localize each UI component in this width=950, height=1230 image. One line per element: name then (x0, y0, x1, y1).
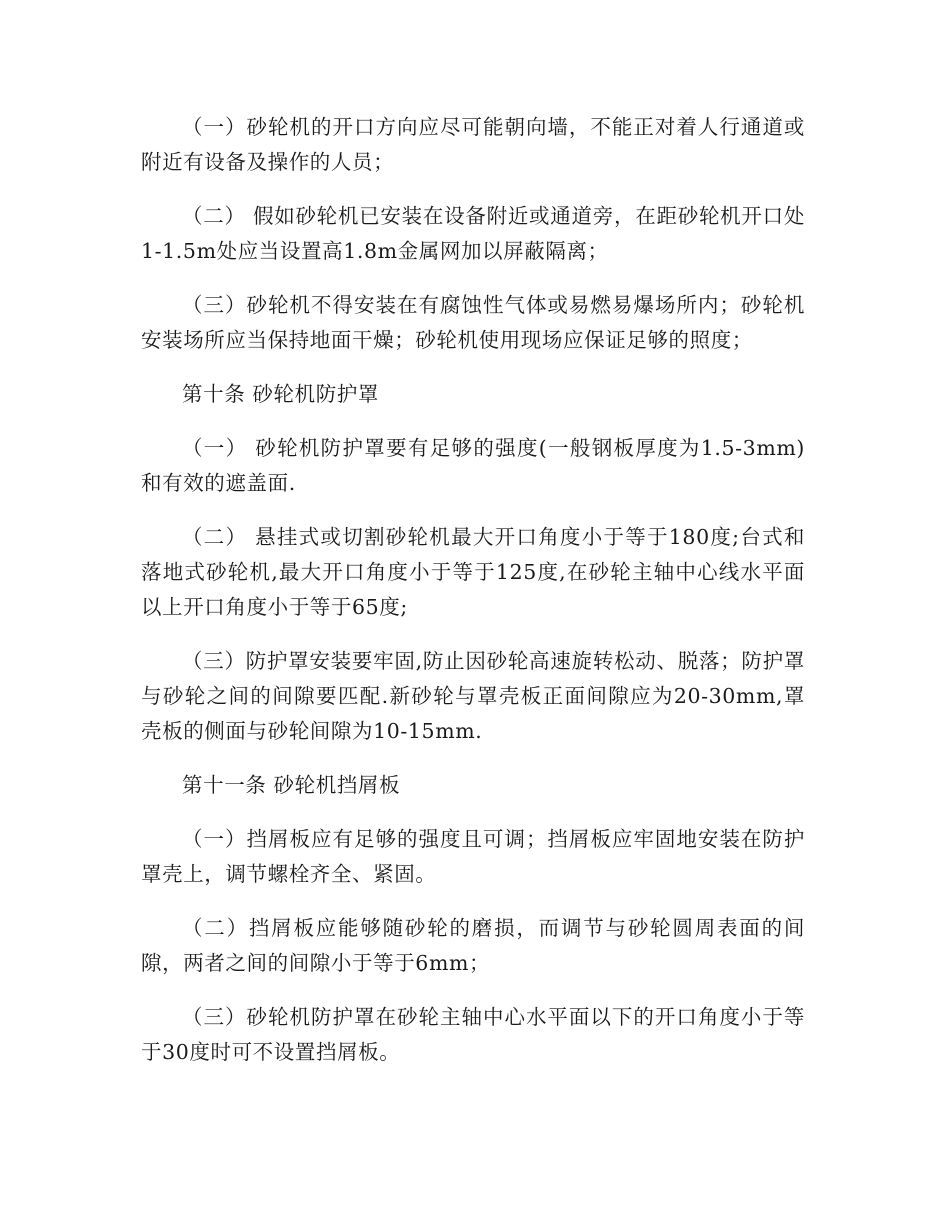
paragraph-item-5: （二） 悬挂式或切割砂轮机最大开口角度小于等于180度;台式和落地式砂轮机,最大开口角度小于等于125度,在砂轮主轴中心线水平面以上开口角度小于等于65度; (141, 525, 805, 619)
paragraph-gap (141, 180, 805, 199)
paragraph-gap (141, 269, 805, 288)
paragraph-item-2: （二） 假如砂轮机已安装在设备附近或通道旁，在距砂轮机开口处1-1.5m处应当设置高1.8m金属网加以屏蔽隔离； (141, 204, 805, 263)
paragraph-gap (141, 412, 805, 431)
paragraph-gap (141, 625, 805, 644)
article-heading-10: 第十条 砂轮机防护罩 (182, 382, 380, 406)
paragraph-gap (141, 803, 805, 822)
document-body (141, 110, 805, 1070)
paragraph-item-6: （三）防护罩安装要牢固,防止因砂轮高速旋转松动、脱落；防护罩与砂轮之间的间隙要匹配.新砂轮与罩壳板正面间隙应为20-30mm,罩壳板的侧面与砂轮间隙为10-15mm. (141, 649, 805, 743)
paragraph-item-1: （一）砂轮机的开口方向应尽可能朝向墙，不能正对着人行通道或附近有设备及操作的人员； (141, 115, 805, 174)
paragraph-item-4: （一） 砂轮机防护罩要有足够的强度(一般钢板厚度为1.5-3mm)和有效的遮盖面. (141, 436, 805, 495)
paragraph-item-7: （一）挡屑板应有足够的强度且可调；挡屑板应牢固地安装在防护罩壳上，调节螺栓齐全、紧固。 (141, 827, 805, 886)
paragraph-gap (141, 981, 805, 1000)
paragraph-gap (141, 358, 805, 377)
paragraph-gap (141, 501, 805, 520)
paragraph-item-9: （三）砂轮机防护罩在砂轮主轴中心水平面以下的开口角度小于等于30度时可不设置挡屑板。 (141, 1005, 805, 1064)
paragraph-item-3: （三）砂轮机不得安装在有腐蚀性气体或易燃易爆场所内；砂轮机安装场所应当保持地面干燥；砂轮机使用现场应保证足够的照度； (141, 293, 805, 352)
article-heading-11: 第十一条 砂轮机挡屑板 (182, 773, 401, 797)
paragraph-gap (141, 892, 805, 911)
paragraph-gap (141, 749, 805, 768)
paragraph-item-8: （二）挡屑板应能够随砂轮的磨损，而调节与砂轮圆周表面的间隙，两者之间的间隙小于等于6mm； (141, 916, 805, 975)
